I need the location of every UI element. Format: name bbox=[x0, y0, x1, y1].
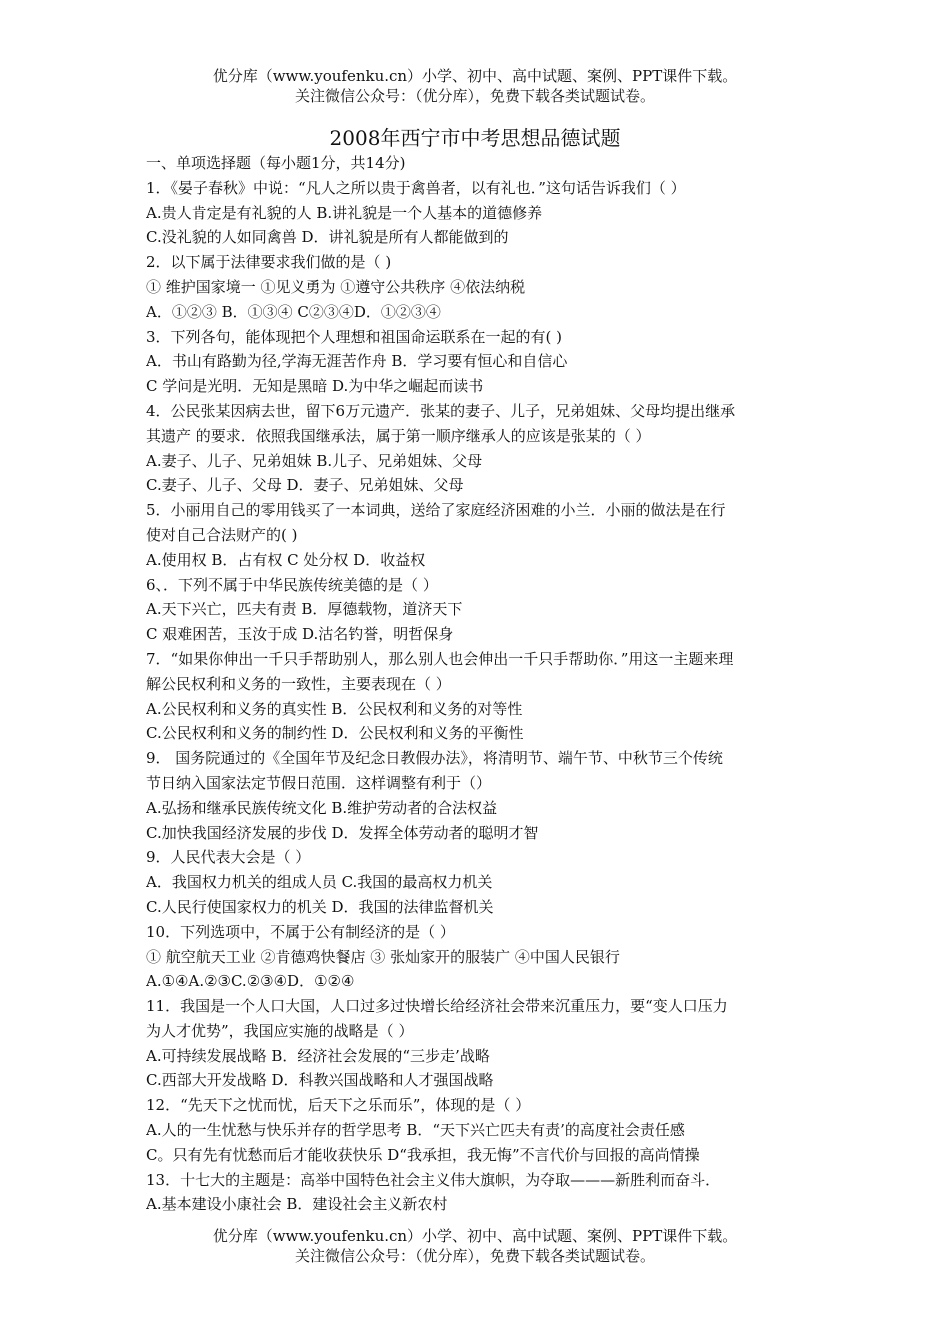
text-line: 12．“先天下之忧而忧，后天下之乐而乐”，体现的是（ ） bbox=[146, 1096, 531, 1115]
text-line: A．①②③ B．①③④ C②③④D．①②③④ bbox=[146, 302, 441, 321]
text-line: C.妻子、儿子、父母 D．妻子、兄弟姐妹、父母 bbox=[146, 476, 464, 495]
text-line: ① 航空航天工业 ②肯德鸡快餐店 ③ 张灿家开的服装广 ④中国人民银行 bbox=[146, 947, 620, 966]
text-line: A.①④A.②③C.②③④D．①②④ bbox=[146, 972, 355, 991]
text-line: 3．下列各句，能体现把个人理想和祖国命运联系在一起的有( ) bbox=[146, 327, 563, 346]
text-line: 6、．下列不属于中华民族传统美德的是（ ） bbox=[146, 575, 438, 594]
text-line: 一、单项选择题（每小题1分，共14分) bbox=[146, 154, 406, 172]
document-title: 2008年西宁市中考思想品德试题 bbox=[329, 126, 621, 150]
text-line: C 学问是光明．无知是黑暗 D.为中华之崛起而读书 bbox=[146, 377, 484, 396]
text-line: A.天下兴亡，匹夫有责 B．厚德载物，道济天下 bbox=[146, 600, 463, 619]
text-line: 11．我国是一个人口大国，人口过多过快增长给经济社会带来沉重压力，要“变人口压力 bbox=[146, 997, 728, 1016]
text-line: 7．“如果你伸出一千只手帮助别人，那么别人也会伸出一千只手帮助你．”用这一主题来理 bbox=[146, 649, 734, 668]
text-line: 使对自己合法财产的( ) bbox=[146, 525, 298, 544]
text-line: 1．《晏子春秋》中说：“凡人之所以贵于禽兽者，以有礼也．”这句话告诉我们（ ） bbox=[146, 178, 686, 197]
text-line: 为人才优势”，我国应实施的战略是（ ） bbox=[146, 1021, 414, 1040]
text-line: A．书山有路勤为径,学海无涯苦作舟 B．学习要有恒心和自信心 bbox=[146, 352, 568, 371]
text-line: A．我国权力机关的组成人员 C.我国的最高权力机关 bbox=[146, 873, 493, 892]
text-line: A.贵人肯定是有礼貌的人 B.讲礼貌是一个人基本的道德修养 bbox=[146, 203, 543, 222]
text-line: 9．人民代表大会是（ ） bbox=[146, 848, 311, 867]
page-header bbox=[0, 66, 950, 106]
footer-line-site: 优分库（www.youfenku.cn）小学、初中、高中试题、案例、PPT课件下载。 bbox=[212, 1227, 738, 1245]
text-line: 13．十七大的主题是：高举中国特色社会主义伟大旗帜，为夺取———新胜利而奋斗． bbox=[146, 1170, 721, 1189]
text-line: 10．下列选项中，不属于公有制经济的是（ ） bbox=[146, 922, 455, 941]
text-line: 其遗产 的要求．依照我国继承法，属于第一顺序继承人的应该是张某的（ ） bbox=[146, 426, 651, 445]
text-line: C.加快我国经济发展的步伐 D．发挥全体劳动者的聪明才智 bbox=[146, 823, 539, 842]
text-line: C。只有先有忧愁而后才能收获快乐 D“我承担，我无悔”不言代价与回报的高尚情操 bbox=[146, 1145, 700, 1164]
text-line: A.基本建设小康社会 B．建设社会主义新农村 bbox=[146, 1195, 448, 1214]
footer-line-wechat: 关注微信公众号：（优分库），免费下载各类试题试卷。 bbox=[294, 1247, 655, 1265]
text-line: A.使用权 B．占有权 C 处分权 D．收益权 bbox=[146, 550, 426, 569]
page-footer bbox=[0, 1226, 950, 1266]
text-line: C.人民行使国家权力的机关 D．我国的法律监督机关 bbox=[146, 897, 494, 916]
header-line-site: 优分库（www.youfenku.cn）小学、初中、高中试题、案例、PPT课件下载。 bbox=[212, 67, 738, 85]
text-line: A.妻子、儿子、兄弟姐妹 B.儿子、兄弟姐妹、父母 bbox=[146, 451, 483, 470]
text-line: 4．公民张某因病去世，留下6万元遗产．张某的妻子、儿子，兄弟姐妹、父母均提出继承 bbox=[146, 401, 736, 420]
text-line: A.可持续发展战略 B．经济社会发展的“三步走’战略 bbox=[146, 1046, 490, 1065]
header-line-wechat: 关注微信公众号：（优分库），免费下载各类试题试卷。 bbox=[294, 87, 655, 105]
text-line: 5．小丽用自己的零用钱买了一本词典，送给了家庭经济困难的小兰．小丽的做法是在行 bbox=[146, 501, 726, 520]
text-line: C 艰难困苦，玉汝于成 D.沽名钓誉，明哲保身 bbox=[146, 625, 454, 644]
text-line: C.西部大开发战略 D．科教兴国战略和人才强国战略 bbox=[146, 1071, 494, 1090]
text-line: 9． 国务院通过的《全国年节及纪念日教假办法》，将清明节、端午节、中秋节三个传统 bbox=[146, 749, 723, 768]
text-line: 2．以下属于法律要求我们做的是（ ) bbox=[146, 253, 392, 272]
question-body bbox=[146, 151, 811, 1217]
text-line: 解公民权利和义务的一致性，主要表现在（ ） bbox=[146, 674, 451, 693]
text-line: C.公民权利和义务的制约性 D．公民权利和义务的平衡性 bbox=[146, 724, 524, 743]
text-line: A.弘扬和继承民族传统文化 B.维护劳动者的合法权益 bbox=[146, 798, 498, 817]
text-line: C.没礼貌的人如同禽兽 D．讲礼貌是所有人都能做到的 bbox=[146, 228, 509, 247]
text-line: 节日纳入国家法定节假日范围．这样调整有利于（） bbox=[146, 773, 492, 792]
text-line: A.人的一生忧愁与快乐并存的哲学思考 B．“天下兴亡匹夫有责’的高度社会责任感 bbox=[146, 1121, 685, 1140]
text-line: A.公民权利和义务的真实性 B．公民权利和义务的对等性 bbox=[146, 699, 523, 718]
text-line: ① 维护国家境一 ①见义勇为 ①遵守公共秩序 ④依法纳税 bbox=[146, 277, 526, 296]
